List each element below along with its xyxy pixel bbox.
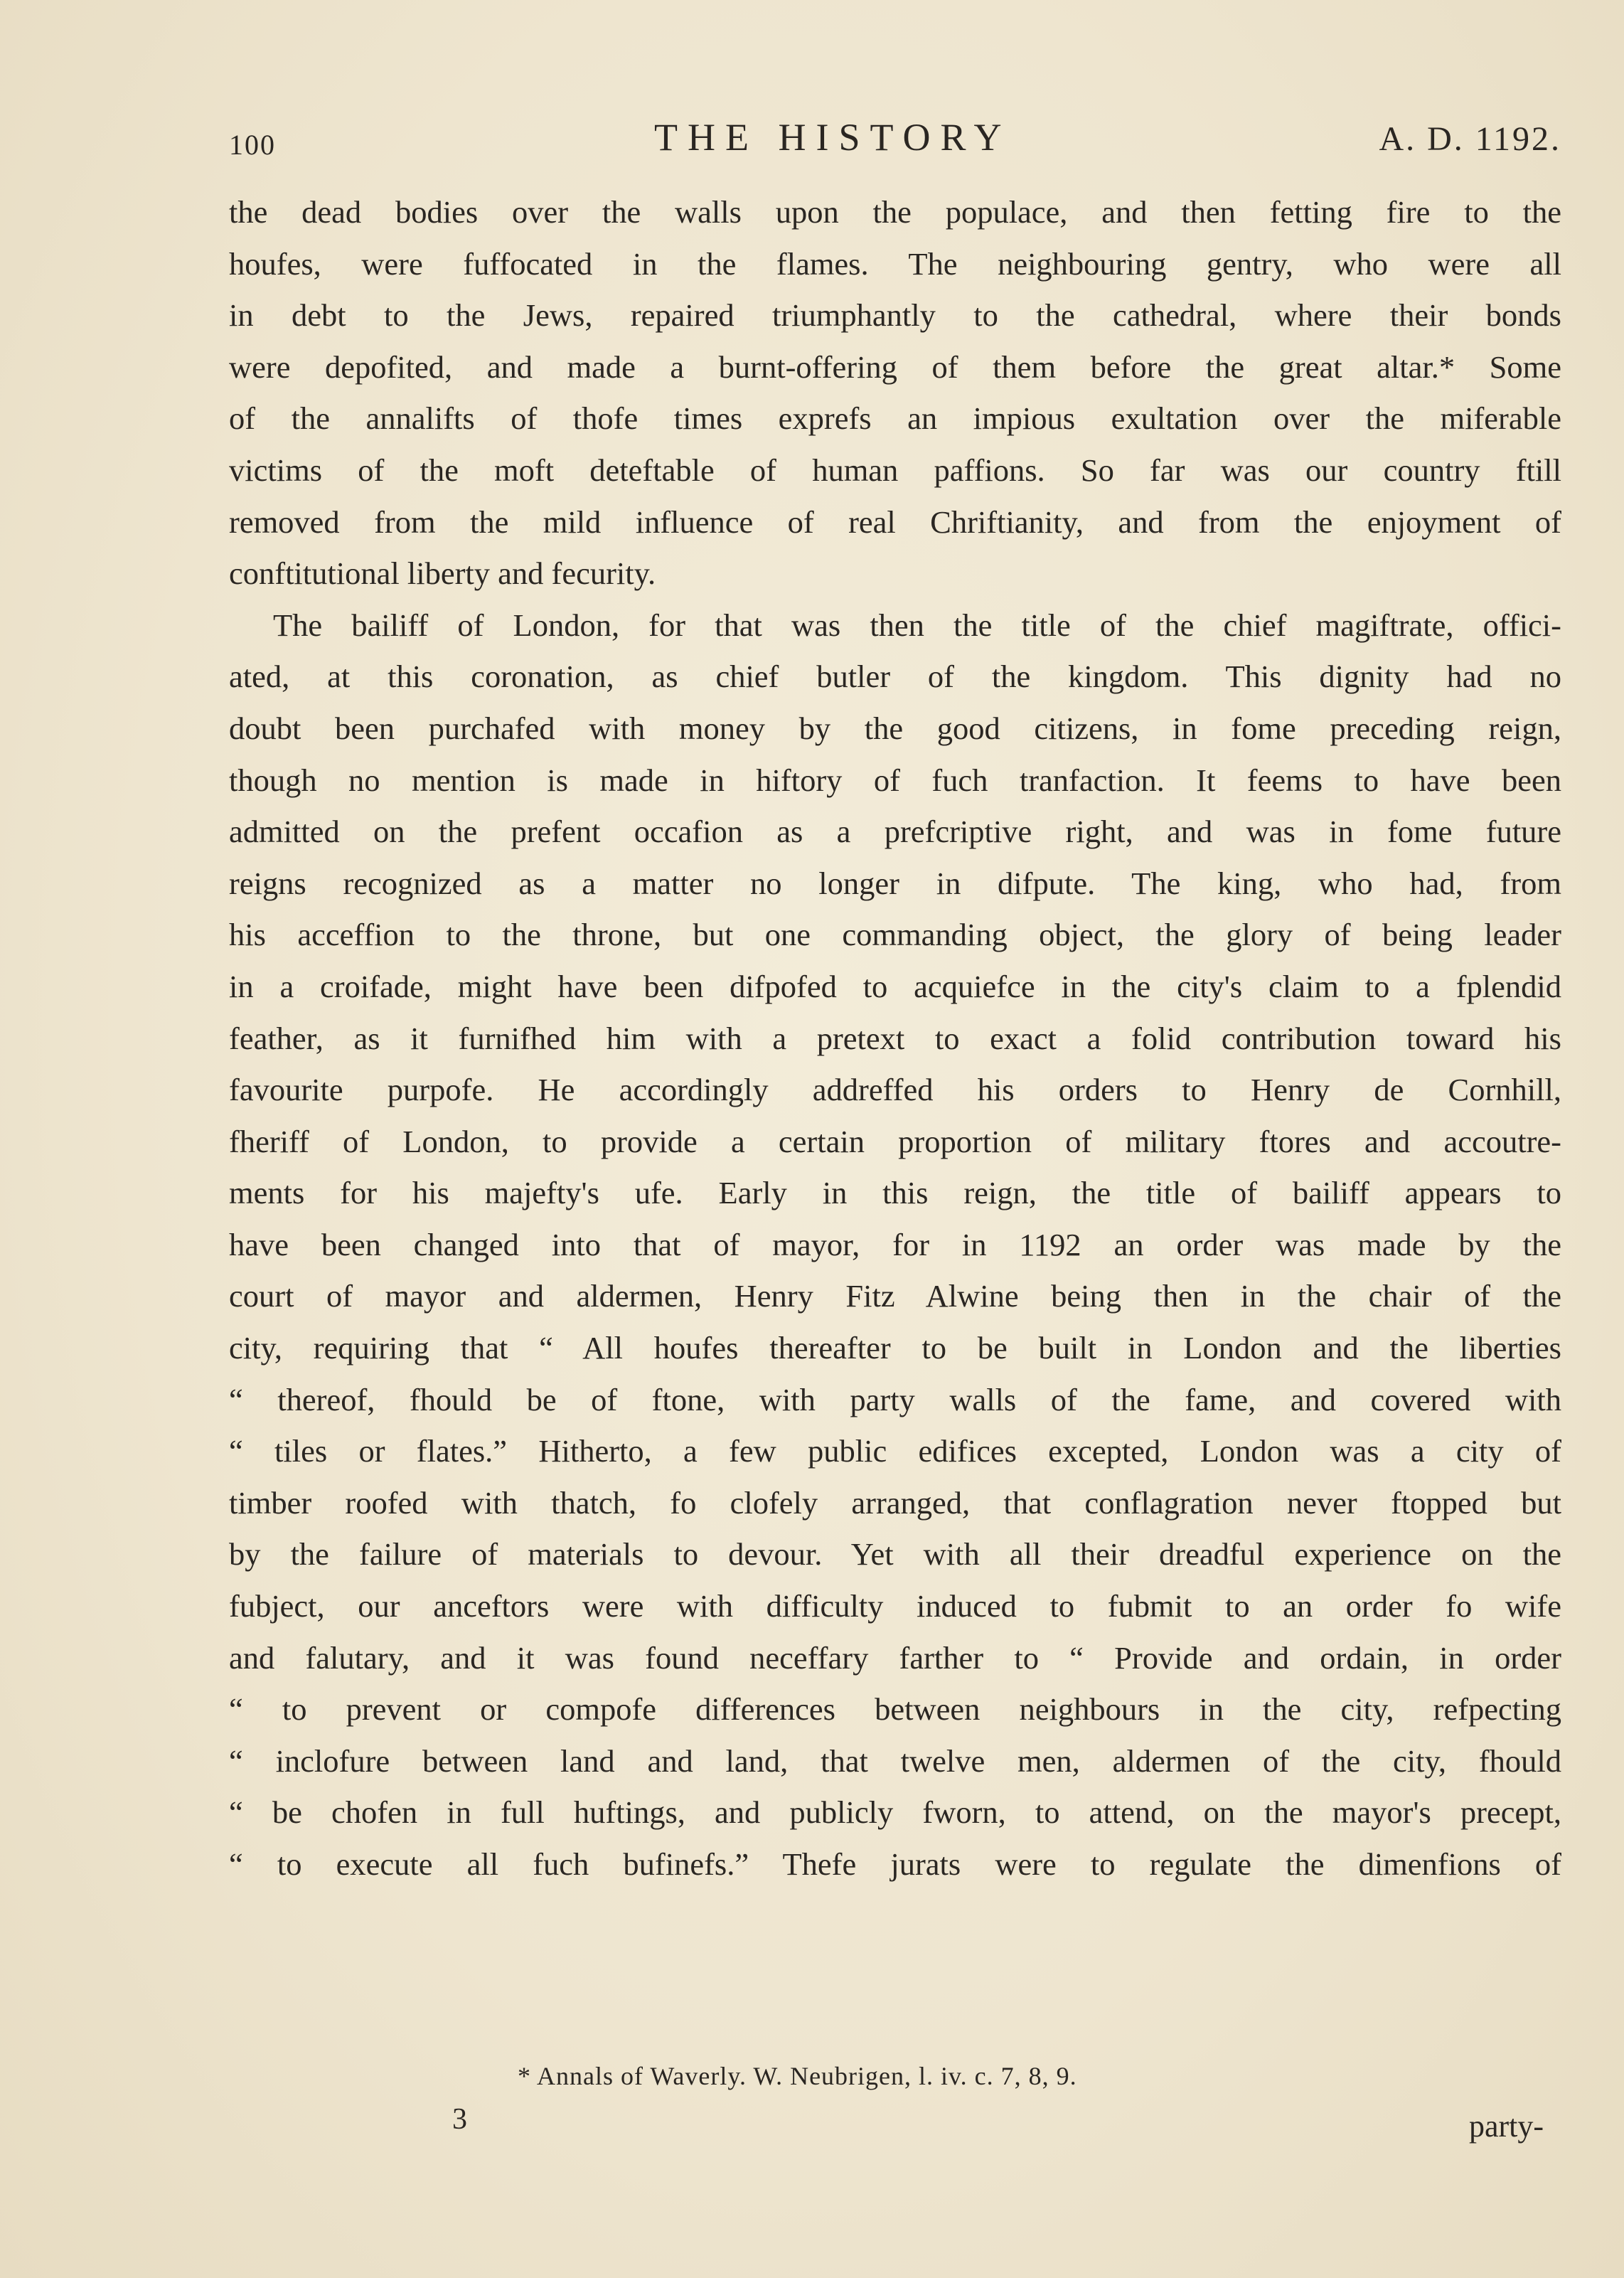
paragraph-end-line: conftitutional liberty and fecurity.	[229, 555, 656, 592]
text-line: reigns recognized as a matter no longer in difpute. The king, who had, from	[229, 865, 1561, 901]
text-line: though no mention is made in hiftory of fuch tranfaction. It feems to have been	[229, 762, 1561, 798]
page-number: 100	[229, 129, 276, 161]
text-line: houfes, were fuffocated in the flames. The neighbouring gentry, who were all	[229, 245, 1561, 282]
footnote: * Annals of Waverly. W. Neubrigen, l. iv. c. 7, 8, 9.	[518, 2062, 1077, 2090]
header-date: A. D. 1192.	[1379, 120, 1561, 158]
paragraph-start-line: The bailiff of London, for that was then the title of the chief magiftrate, offici-	[273, 607, 1561, 643]
text-line: the dead bodies over the walls upon the populace, and then fetting fire to the	[229, 194, 1561, 230]
text-line: ated, at this coronation, as chief butler of the kingdom. This dignity had no	[229, 659, 1561, 695]
catchword: party-	[1469, 2109, 1544, 2144]
running-title: THE HISTORY	[654, 116, 1012, 159]
text-line: victims of the moft deteftable of human paffions. So far was our country ftill	[229, 452, 1561, 488]
text-line: in a croifade, might have been difpofed to acquiefce in the city's claim to a fplendid	[229, 968, 1561, 1004]
page-header	[229, 115, 1561, 165]
text-line: city, requiring that “ All houfes thereafter to be built in London and the liberties	[229, 1330, 1561, 1366]
text-line: and falutary, and it was found neceffary farther to “ Provide and ordain, in order	[229, 1639, 1561, 1676]
text-line: doubt been purchafed with money by the good citizens, in fome preceding reign,	[229, 710, 1561, 746]
text-line: “ to execute all fuch bufinefs.” Thefe jurats were to regulate the dimenfions of	[229, 1846, 1561, 1882]
text-line: were depofited, and made a burnt-offering of them before the great altar.* Some	[229, 348, 1561, 385]
text-line: feather, as it furnifhed him with a pretext to exact a folid contribution toward his	[229, 1020, 1561, 1056]
text-line: of the annalifts of thofe times exprefs an impious exultation over the miferable	[229, 400, 1561, 437]
text-line: court of mayor and aldermen, Henry Fitz Alwine being then in the chair of the	[229, 1278, 1561, 1314]
signature-mark: 3	[452, 2103, 467, 2136]
text-line: favourite purpofe. He accordingly addreffed his orders to Henry de Cornhill,	[229, 1072, 1561, 1108]
text-line: removed from the mild influence of real Chriftianity, and from the enjoyment of	[229, 504, 1561, 540]
text-line: his acceffion to the throne, but one commanding object, the glory of being leader	[229, 917, 1561, 953]
text-line: “ to prevent or compofe differences between neighbours in the city, refpecting	[229, 1691, 1561, 1728]
text-line: ments for his majefty's ufe. Early in this reign, the title of bailiff appears to	[229, 1175, 1561, 1211]
text-line: “ inclofure between land and land, that twelve men, aldermen of the city, fhould	[229, 1742, 1561, 1779]
text-line: by the failure of materials to devour. Yet with all their dreadful experience on the	[229, 1536, 1561, 1572]
text-line: in debt to the Jews, repaired triumphantly to the cathedral, where their bonds	[229, 297, 1561, 334]
text-line: “ thereof, fhould be of ftone, with party walls of the fame, and covered with	[229, 1381, 1561, 1417]
text-line: have been changed into that of mayor, for in 1192 an order was made by the	[229, 1226, 1561, 1262]
text-line: “ tiles or flates.” Hitherto, a few public edifices excepted, London was a city of	[229, 1433, 1561, 1469]
text-line: “ be chofen in full huftings, and publicly fworn, to attend, on the mayor's precept,	[229, 1794, 1561, 1831]
text-line: admitted on the prefent occafion as a prefcriptive right, and was in fome future	[229, 814, 1561, 850]
text-line: fubject, our anceftors were with difficulty induced to fubmit to an order fo wife	[229, 1588, 1561, 1624]
text-line: fheriff of London, to provide a certain proportion of military ftores and accoutre-	[229, 1123, 1561, 1159]
text-line: timber roofed with thatch, fo clofely arranged, that conflagration never ftopped but	[229, 1484, 1561, 1521]
body-text	[229, 186, 1561, 1890]
